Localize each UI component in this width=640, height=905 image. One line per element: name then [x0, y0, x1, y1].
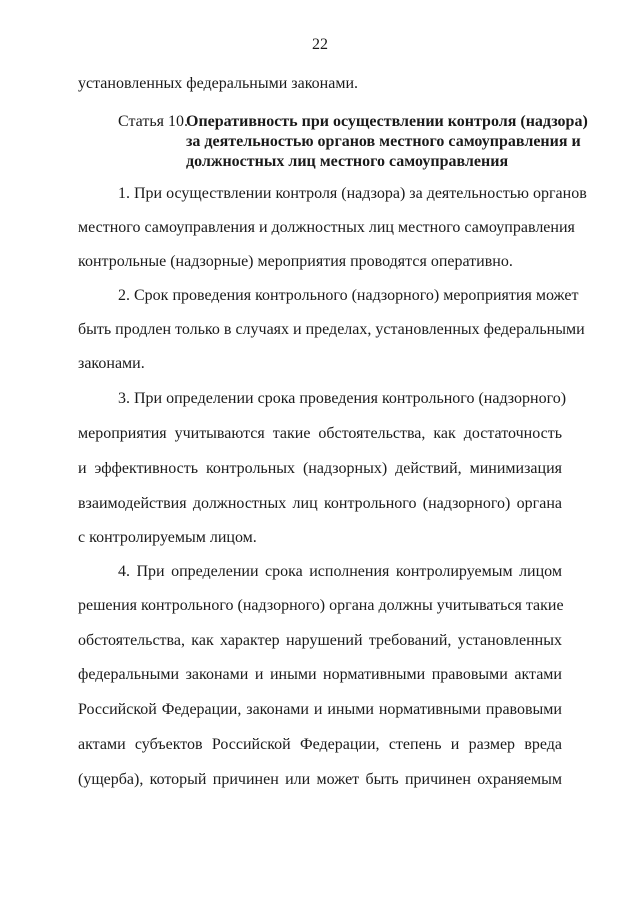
paragraph-1-line-3: контрольные (надзорные) мероприятия проводятся оперативно. — [78, 253, 513, 270]
paragraph-3-line-2: мероприятия учитываются такие обстоятельства, как достаточность — [78, 425, 562, 442]
paragraph-3-line-4: взаимодействия должностных лиц контрольного (надзорного) органа — [78, 495, 562, 512]
page-number: 22 — [312, 36, 328, 53]
paragraph-3-line-1: 3. При определении срока проведения контрольного (надзорного) — [118, 390, 567, 407]
article-label: Статья 10. — [118, 113, 188, 130]
article-title-line-1: Оперативность при осуществлении контроля (надзора) — [186, 113, 588, 130]
paragraph-2-line-2: быть продлен только в случаях и пределах, установленных федеральными — [78, 321, 585, 338]
paragraph-4-line-1: 4. При определении срока исполнения контролируемым лицом — [118, 563, 562, 580]
paragraph-4-line-7: (ущерба), который причинен или может быть причинен охраняемым — [78, 771, 562, 788]
article-title-line-3: должностных лиц местного самоуправления — [186, 153, 509, 170]
paragraph-4-line-6: актами субъектов Российской Федерации, степень и размер вреда — [78, 736, 562, 753]
paragraph-1-line-2: местного самоуправления и должностных лиц местного самоуправления — [78, 219, 575, 236]
paragraph-4-line-3: обстоятельства, как характер нарушений требований, установленных — [78, 632, 562, 649]
article-title-line-2: за деятельностью органов местного самоуправления и — [186, 133, 581, 150]
paragraph-1-line-1: 1. При осуществлении контроля (надзора) за деятельностью органов — [118, 185, 587, 202]
paragraph-4-line-2: решения контрольного (надзорного) органа должны учитываться такие — [78, 597, 564, 614]
paragraph-2-line-1: 2. Срок проведения контрольного (надзорного) мероприятия может — [118, 287, 579, 304]
paragraph-3-line-3: и эффективность контрольных (надзорных) действий, минимизация — [78, 460, 562, 477]
paragraph-2-line-3: законами. — [78, 355, 145, 372]
top-line: установленных федеральными законами. — [78, 75, 359, 92]
paragraph-3-line-5: с контролируемым лицом. — [78, 529, 257, 546]
paragraph-4-line-4: федеральными законами и иными нормативными правовыми актами — [78, 666, 562, 683]
paragraph-4-line-5: Российской Федерации, законами и иными нормативными правовыми — [78, 701, 562, 718]
